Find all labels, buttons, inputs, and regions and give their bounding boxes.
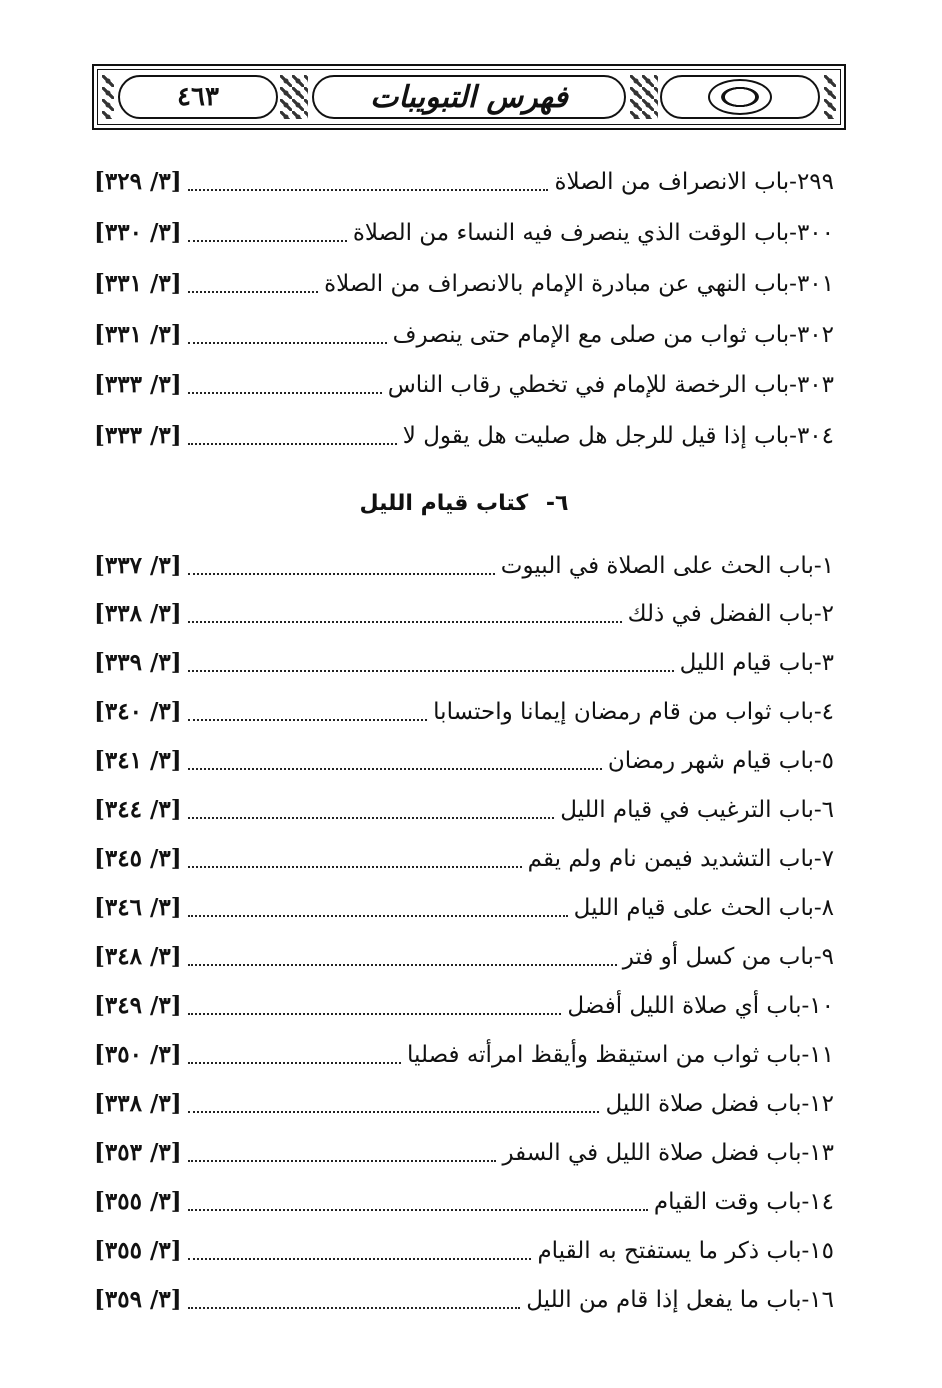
entry-reference: [٣/ ٣٥٥] bbox=[94, 1237, 182, 1264]
page-number: ٤٦٣ bbox=[177, 82, 219, 112]
dot-leader bbox=[188, 865, 522, 868]
entry-reference: [٣/ ٣٣١] bbox=[94, 321, 182, 348]
section-title: كتاب قيام الليل bbox=[359, 491, 529, 516]
toc-entry bbox=[94, 315, 834, 355]
entry-reference: [٣/ ٣٤٤] bbox=[94, 796, 182, 823]
entry-reference: [٣/ ٣٥٠] bbox=[94, 1041, 182, 1068]
border-ornament bbox=[102, 75, 114, 119]
dot-leader bbox=[188, 391, 382, 394]
toc-entry bbox=[94, 416, 834, 456]
dot-leader bbox=[188, 963, 617, 966]
dot-leader bbox=[188, 442, 397, 445]
entry-title: باب الفضل في ذلك bbox=[627, 601, 814, 627]
entry-reference: [٣/ ٣٥٩] bbox=[94, 1286, 182, 1313]
entry-title: باب الحث على قيام الليل bbox=[573, 895, 814, 921]
entry-reference: [٣/ ٣٣٣] bbox=[94, 422, 182, 449]
toc-entry bbox=[94, 264, 834, 304]
entry-reference: [٣/ ٣٣٠] bbox=[94, 219, 182, 246]
toc-entry bbox=[94, 1280, 834, 1320]
dot-leader bbox=[188, 718, 428, 721]
entry-number: ٧- bbox=[813, 846, 834, 872]
entry-number: ٢٩٩- bbox=[789, 169, 834, 195]
entry-number: ١٢- bbox=[801, 1091, 834, 1117]
toc-entry bbox=[94, 546, 834, 586]
entry-reference: [٣/ ٣٣٩] bbox=[94, 649, 182, 676]
entry-title: باب قيام شهر رمضان bbox=[607, 748, 814, 774]
entry-number: ١٣- bbox=[801, 1140, 834, 1166]
entry-reference: [٣/ ٣٢٩] bbox=[94, 168, 182, 195]
entry-number: ٣٠٠- bbox=[789, 220, 834, 246]
toc-entry bbox=[94, 162, 834, 202]
dot-leader bbox=[188, 188, 549, 191]
border-ornament bbox=[280, 75, 308, 119]
entry-number: ٣٠٣- bbox=[789, 372, 834, 398]
entry-number: ١- bbox=[813, 553, 834, 579]
page-header bbox=[92, 64, 846, 130]
entry-title: باب من كسل أو فتر bbox=[622, 944, 814, 970]
entry-title: باب الحث على الصلاة في البيوت bbox=[500, 553, 814, 579]
toc-entry bbox=[94, 986, 834, 1026]
dot-leader bbox=[188, 620, 622, 623]
toc-entry bbox=[94, 643, 834, 683]
toc-entry bbox=[94, 741, 834, 781]
entry-title: باب الانصراف من الصلاة bbox=[554, 169, 790, 195]
entry-reference: [٣/ ٣٤٩] bbox=[94, 992, 182, 1019]
entry-title: باب أي صلاة الليل أفضل bbox=[567, 993, 802, 1019]
entry-title: باب ثواب من صلى مع الإمام حتى ينصرف bbox=[392, 322, 790, 348]
border-ornament bbox=[824, 75, 836, 119]
entry-number: ٤- bbox=[813, 699, 834, 725]
dot-leader bbox=[188, 239, 347, 242]
toc-entry bbox=[94, 1035, 834, 1075]
entry-title: باب الوقت الذي ينصرف فيه النساء من الصلاة bbox=[352, 220, 790, 246]
toc-entry bbox=[94, 692, 834, 732]
toc-entry bbox=[94, 937, 834, 977]
entry-number: ١٦- bbox=[801, 1287, 834, 1313]
entry-title: باب الترغيب في قيام الليل bbox=[560, 797, 814, 823]
entry-number: ٨- bbox=[813, 895, 834, 921]
entry-reference: [٣/ ٣٥٥] bbox=[94, 1188, 182, 1215]
dot-leader bbox=[188, 1159, 497, 1162]
section-number: ٦- bbox=[545, 491, 569, 516]
entry-title: باب فضل صلاة الليل bbox=[605, 1091, 802, 1117]
entry-reference: [٣/ ٣٣٧] bbox=[94, 552, 182, 579]
dot-leader bbox=[188, 914, 568, 917]
entry-number: ٥- bbox=[813, 748, 834, 774]
dot-leader bbox=[188, 767, 602, 770]
toc-entry bbox=[94, 365, 834, 405]
toc-entry bbox=[94, 839, 834, 879]
entry-reference: [٣/ ٣٤٨] bbox=[94, 943, 182, 970]
entry-title: باب ثواب من قام رمضان إيمانا واحتسابا bbox=[433, 699, 814, 725]
entry-reference: [٣/ ٣٤٠] bbox=[94, 698, 182, 725]
toc-entry bbox=[94, 594, 834, 634]
entry-title: باب الرخصة للإمام في تخطي رقاب الناس bbox=[387, 372, 790, 398]
dot-leader bbox=[188, 1306, 521, 1309]
entry-number: ١١- bbox=[801, 1042, 834, 1068]
entry-title: باب ذكر ما يستفتح به القيام bbox=[537, 1238, 802, 1264]
page-title: فهرس التبويبات bbox=[370, 79, 568, 115]
entry-number: ٩- bbox=[813, 944, 834, 970]
entry-number: ١٤- bbox=[801, 1189, 834, 1215]
toc-entry bbox=[94, 213, 834, 253]
entry-reference: [٣/ ٣٣١] bbox=[94, 270, 182, 297]
entry-title: باب إذا قيل للرجل هل صليت هل يقول لا bbox=[402, 423, 790, 449]
entry-reference: [٣/ ٣٣٨] bbox=[94, 1090, 182, 1117]
entry-number: ٢- bbox=[813, 601, 834, 627]
emblem-cartouche bbox=[660, 75, 820, 119]
page-number-cartouche bbox=[118, 75, 278, 119]
toc-entry bbox=[94, 1182, 834, 1222]
entry-title: باب التشديد فيمن نام ولم يقم bbox=[527, 846, 814, 872]
entry-reference: [٣/ ٣٤٦] bbox=[94, 894, 182, 921]
entry-title: باب ثواب من استيقظ وأيقظ امرأته فصليا bbox=[407, 1042, 802, 1068]
entry-number: ١٠- bbox=[801, 993, 834, 1019]
toc-entry bbox=[94, 1084, 834, 1124]
dot-leader bbox=[188, 816, 555, 819]
entry-number: ٣٠٢- bbox=[789, 322, 834, 348]
toc-entry bbox=[94, 1231, 834, 1271]
dot-leader bbox=[188, 341, 387, 344]
entry-reference: [٣/ ٣٤٥] bbox=[94, 845, 182, 872]
dot-leader bbox=[188, 290, 318, 293]
border-ornament bbox=[630, 75, 658, 119]
entry-number: ٦- bbox=[813, 797, 834, 823]
entry-reference: [٣/ ٣٥٣] bbox=[94, 1139, 182, 1166]
dot-leader bbox=[188, 1061, 401, 1064]
dot-leader bbox=[188, 669, 674, 672]
toc-entry bbox=[94, 790, 834, 830]
entry-title: باب النهي عن مبادرة الإمام بالانصراف من الصلاة bbox=[324, 271, 790, 297]
dot-leader bbox=[188, 1110, 600, 1113]
entry-title: باب فضل صلاة الليل في السفر bbox=[502, 1140, 802, 1166]
entry-title: باب وقت القيام bbox=[653, 1189, 802, 1215]
entry-number: ٣- bbox=[813, 650, 834, 676]
entry-number: ١٥- bbox=[801, 1238, 834, 1264]
entry-reference: [٣/ ٣٣٨] bbox=[94, 600, 182, 627]
title-cartouche bbox=[312, 75, 626, 119]
entry-title: باب قيام الليل bbox=[679, 650, 814, 676]
quran-medallion-icon bbox=[708, 79, 772, 115]
dot-leader bbox=[188, 1012, 562, 1015]
toc-entry bbox=[94, 888, 834, 928]
entry-reference: [٣/ ٣٣٣] bbox=[94, 371, 182, 398]
entry-number: ٣٠١- bbox=[789, 271, 834, 297]
dot-leader bbox=[188, 572, 495, 575]
entry-reference: [٣/ ٣٤١] bbox=[94, 747, 182, 774]
entry-number: ٣٠٤- bbox=[789, 423, 834, 449]
dot-leader bbox=[188, 1257, 532, 1260]
toc-entry bbox=[94, 1133, 834, 1173]
entry-title: باب ما يفعل إذا قام من الليل bbox=[526, 1287, 802, 1313]
section-heading bbox=[94, 482, 834, 526]
dot-leader bbox=[188, 1208, 648, 1211]
